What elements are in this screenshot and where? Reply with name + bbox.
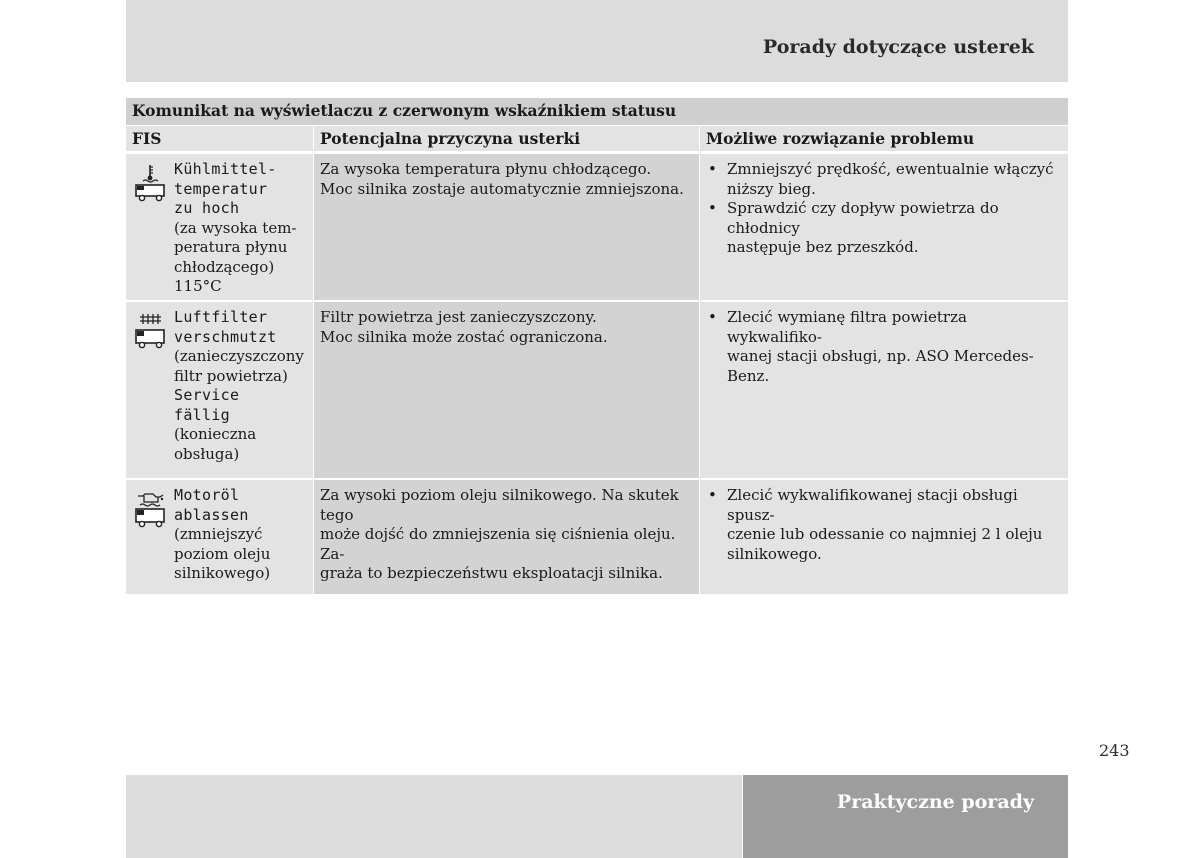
table-row — [126, 478, 1068, 594]
column-header-fis: FIS — [126, 126, 313, 151]
solution-item: • Sprawdzić czy dopływ powietrza do chłodnicy następuje bez przeszkód. — [706, 199, 1062, 258]
fis-message: Motoröl ablassen (zmniejszyć poziom oleju silnikowego) — [174, 486, 271, 582]
cause-cell: Filtr powietrza jest zanieczyszczony. Moc silnika może zostać ograniczona. — [314, 302, 699, 478]
footer-band — [126, 775, 742, 858]
table-row — [126, 152, 1068, 300]
oil-level-truck-icon — [134, 486, 174, 586]
fis-message: Kühlmittel- temperatur zu hoch (za wysoka tem- peratura płynu chłodzącego) 115°C — [174, 160, 297, 295]
fis-cell — [126, 154, 313, 300]
table-caption: Komunikat na wyświetlaczu z czerwonym wskaźnikiem statusu — [126, 98, 1068, 125]
fault-table — [126, 98, 1068, 594]
fis-cell — [126, 302, 313, 478]
page-number: 243 — [1099, 741, 1130, 760]
page-header — [126, 0, 1068, 82]
solution-cell — [700, 302, 1068, 478]
footer-section-tab — [743, 775, 1068, 858]
cause-cell: Za wysoki poziom oleju silnikowego. Na skutek tego może dojść do zmniejszenia się ciśnienia oleju. Za- graża to bezpieczeństwu eksploatacji silnika. — [314, 480, 699, 594]
table-header-row — [126, 125, 1068, 152]
solution-cell — [700, 480, 1068, 594]
fis-message: Luftfilter verschmutzt (zanieczyszczony filtr powietrza) Service fällig (konieczna obsługa) — [174, 308, 304, 463]
column-header-cause: Potencjalna przyczyna usterki — [314, 126, 699, 151]
air-filter-truck-icon — [134, 308, 174, 470]
column-header-solution: Możliwe rozwiązanie problemu — [700, 126, 1068, 151]
solution-item: • Zmniejszyć prędkość, ewentualnie włączyć niższy bieg. — [706, 160, 1062, 199]
solution-item: • Zlecić wykwalifikowanej stacji obsługi spusz- czenie lub odessanie co najmniej 2 l oleju silnikowego. — [706, 486, 1062, 564]
solution-item: • Zlecić wymianę filtra powietrza wykwalifiko- wanej stacji obsługi, np. ASO Mercedes-Benz. — [706, 308, 1062, 386]
footer-section-label: Praktyczne porady — [836, 791, 1034, 813]
solution-cell — [700, 154, 1068, 300]
table-row — [126, 300, 1068, 478]
page-title: Porady dotyczące usterek — [762, 36, 1034, 58]
fis-cell — [126, 480, 313, 594]
coolant-temperature-truck-icon — [134, 160, 174, 292]
cause-cell: Za wysoka temperatura płynu chłodzącego. Moc silnika zostaje automatycznie zmniejszona. — [314, 154, 699, 300]
